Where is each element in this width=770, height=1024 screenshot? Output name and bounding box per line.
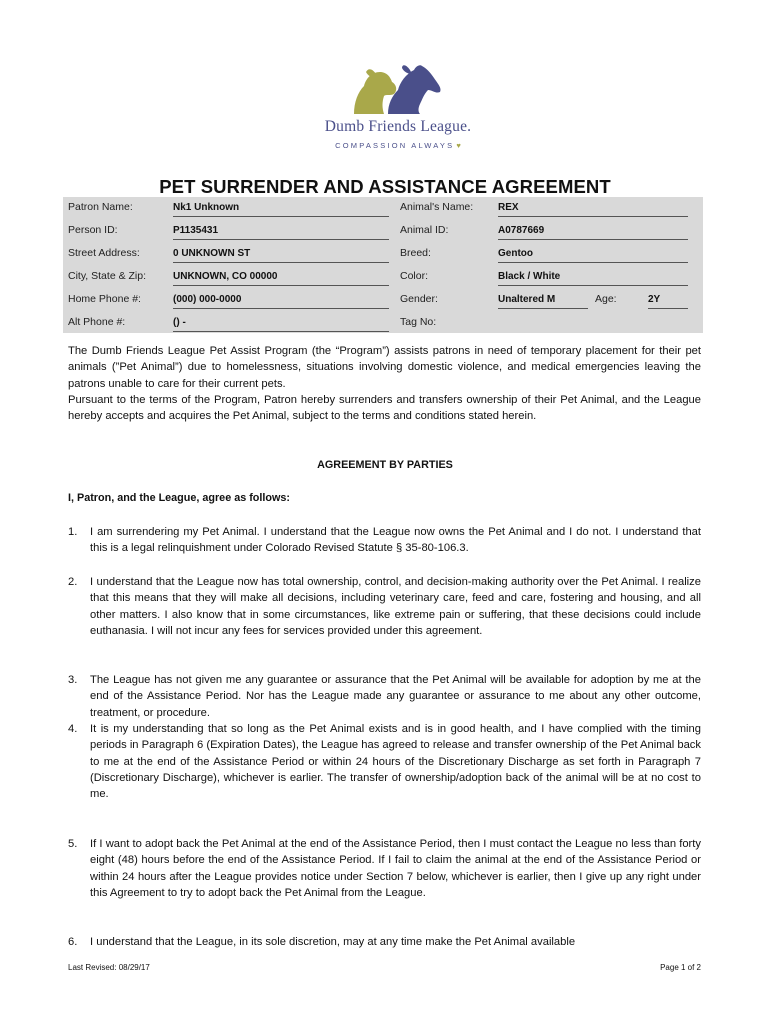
animal-name-field[interactable]: REX — [498, 202, 688, 217]
street-address-label: Street Address: — [68, 247, 140, 259]
person-id-field[interactable]: P1135431 — [173, 225, 389, 240]
breed-field[interactable]: Gentoo — [498, 248, 688, 263]
animal-id-label: Animal ID: — [400, 224, 449, 236]
list-item — [68, 934, 701, 950]
alt-phone-field[interactable]: () - — [173, 317, 389, 332]
home-phone-label: Home Phone #: — [68, 293, 141, 305]
last-revised: Last Revised: 08/29/17 — [68, 963, 150, 972]
alt-phone-label: Alt Phone #: — [68, 316, 126, 328]
item-number: 4. — [68, 723, 78, 735]
item-number: 2. — [68, 576, 78, 588]
patron-name-label: Patron Name: — [68, 201, 133, 213]
item-text: I understand that the League now has total ownership, control, and decision-making authority over the Pet Animal. I realize that this means that they will make all decisions, including veterinary care, feed and care, fostering and housing, and all other matters. I also know that in some circumstances, like extreme pain or suffering, that these decisions could include euthanasia. I will not incur any fees for services provided under this agreement. — [90, 576, 701, 637]
patron-animal-info-form — [63, 197, 703, 333]
gender-label: Gender: — [400, 293, 438, 305]
item-text: I am surrendering my Pet Animal. I understand that the League now owns the Pet Animal and I do not. I understand that this is a legal relinquishment under Colorado Revised Statute § 35-80-106.3. — [90, 526, 701, 555]
item-number: 1. — [68, 526, 78, 538]
tag-no-label: Tag No: — [400, 316, 437, 328]
age-label: Age: — [595, 293, 617, 305]
item-text: I understand that the League, in its sole discretion, may at any time make the Pet Animal available — [90, 936, 576, 948]
city-state-zip-label: City, State & Zip: — [68, 270, 146, 282]
city-state-zip-field[interactable]: UNKNOWN, CO 00000 — [173, 271, 389, 286]
person-id-label: Person ID: — [68, 224, 118, 236]
age-field[interactable]: 2Y — [648, 294, 688, 309]
agree-line: I, Patron, and the League, agree as follows: — [68, 492, 290, 504]
page-number: Page 1 of 2 — [660, 963, 701, 972]
animal-id-field[interactable]: A0787669 — [498, 225, 688, 240]
color-label: Color: — [400, 270, 429, 282]
list-item — [68, 721, 701, 802]
document-title: PET SURRENDER AND ASSISTANCE AGREEMENT — [159, 176, 611, 197]
heart-icon: ♥ — [454, 141, 461, 150]
list-item — [68, 574, 701, 639]
patron-name-field[interactable]: Nk1 Unknown — [173, 202, 389, 217]
item-text: If I want to adopt back the Pet Animal at the end of the Assistance Period, then I must contact the League no less than forty eight (48) hours before the end of the Assistance Period. If I fail to claim the animal at the end of the Assistance Period or within 24 hours after the League provides notice under Section 7 below, whichever is earlier, then I give up any right under this Agreement to try to adopt back the Pet Animal from the League. — [90, 838, 701, 899]
dog-horse-logo-icon — [348, 62, 448, 118]
item-text: It is my understanding that so long as the Pet Animal exists and is in good health, and I have complied with the timing periods in Paragraph 6 (Expiration Dates), the League has agreed to release and transfer ownership of the Pet Animal back to me at the end of the Assistance Period or within 24 hours of the Discretionary Discharge as set forth in Paragraph 7 (Discretionary Discharge), whichever is earlier. The transfer of ownership/adoption back of the animal will be at no cost to me. — [90, 723, 701, 801]
item-number: 6. — [68, 936, 78, 948]
dumb-friends-league-logo — [318, 62, 478, 152]
intro-paragraph-2: Pursuant to the terms of the Program, Patron hereby surrenders and transfers ownership of their Pet Animal, and the League hereby accepts and acquires the Pet Animal, subject to the terms and conditions stated herein. — [68, 394, 701, 423]
logo-tagline: COMPASSION ALWAYS ♥ — [335, 141, 461, 150]
item-text: The League has not given me any guarantee or assurance that the Pet Animal will be available for adoption by me at the end of the Assistance Period. Nor has the League made any guarantee or assurance to me about any other outcome, treatment, or procedure. — [90, 674, 701, 719]
street-address-field[interactable]: 0 UNKNOWN ST — [173, 248, 389, 263]
item-number: 5. — [68, 838, 78, 850]
list-item — [68, 672, 701, 721]
agreement-heading: AGREEMENT BY PARTIES — [317, 459, 453, 471]
animal-name-label: Animal's Name: — [400, 201, 474, 213]
gender-field[interactable]: Unaltered M — [498, 294, 588, 309]
item-number: 3. — [68, 674, 78, 686]
logo-name: Dumb Friends League. — [324, 118, 472, 135]
list-item — [68, 524, 701, 557]
color-field[interactable]: Black / White — [498, 271, 688, 286]
home-phone-field[interactable]: (000) 000-0000 — [173, 294, 389, 309]
breed-label: Breed: — [400, 247, 431, 259]
list-item — [68, 836, 701, 901]
intro-paragraph-1: The Dumb Friends League Pet Assist Program (the “Program”) assists patrons in need of temporary placement for their pet animals (”Pet Animal”) due to homelessness, situations involving domestic violence, and medical emergencies leaving the patrons unable to care for their current pets. — [68, 345, 701, 390]
